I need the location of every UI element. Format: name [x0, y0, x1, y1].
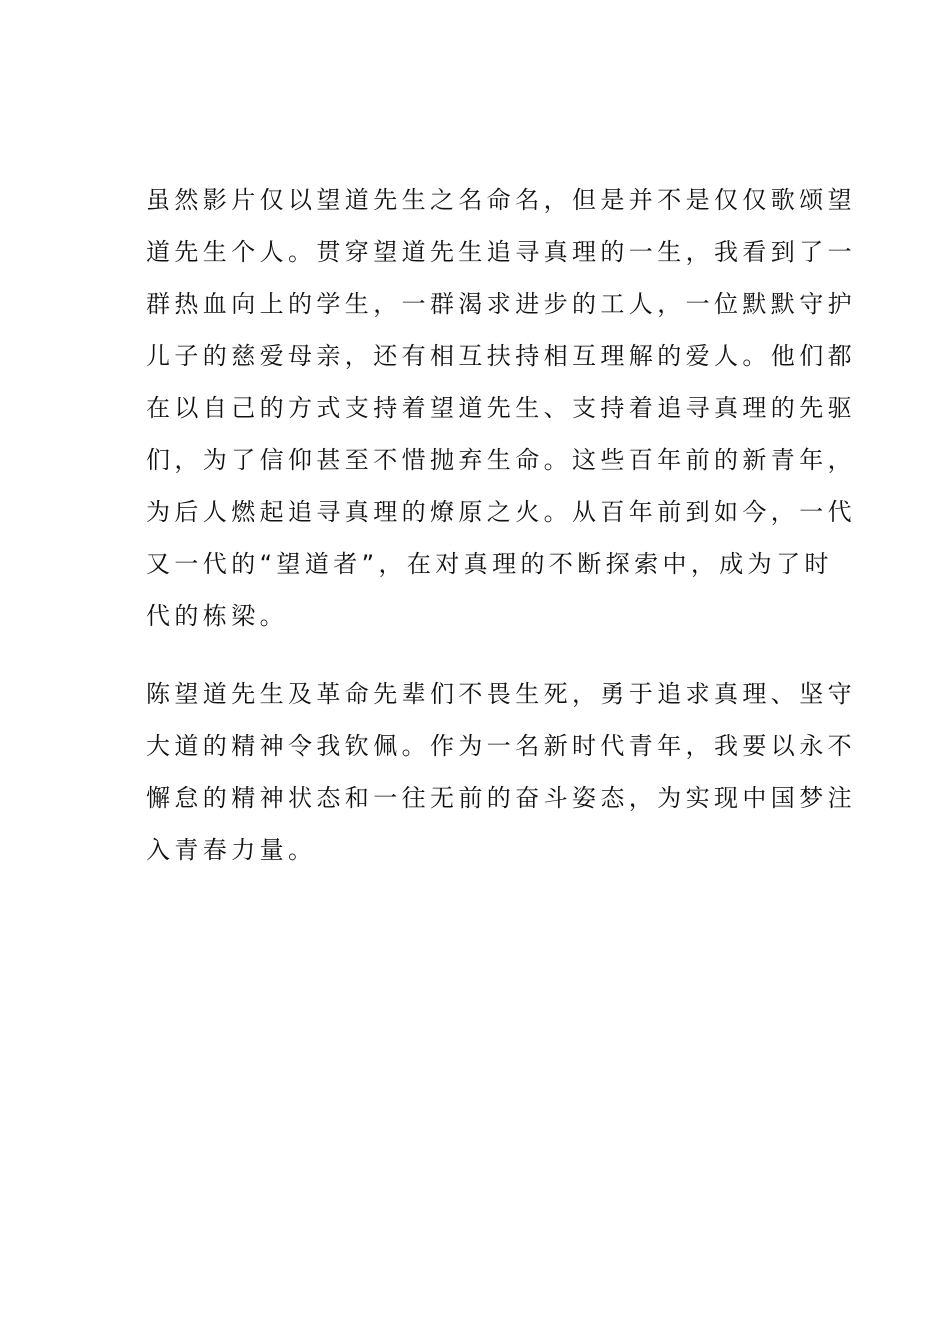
paragraph-line: 入青春力量。	[146, 836, 317, 864]
paragraph-1	[146, 174, 856, 642]
paragraph-line: 群热血向上的学生，一群渴求进步的工人，一位默默守护	[146, 290, 856, 318]
paragraph-line: 虽然影片仅以望道先生之名命名，但是并不是仅仅歌颂望	[146, 186, 856, 214]
paragraph-line: 陈望道先生及革命先辈们不畏生死，勇于追求真理、坚守	[146, 680, 856, 708]
paragraph-line: 懈怠的精神状态和一往无前的奋斗姿态，为实现中国梦注	[146, 784, 856, 812]
paragraph-line: 代的栋梁。	[146, 602, 288, 630]
paragraph-line: 又一代的“望道者”，在对真理的不断探索中，成为了时	[146, 550, 833, 578]
paragraph-line: 道先生个人。贯穿望道先生追寻真理的一生，我看到了一	[146, 238, 856, 266]
paragraph-line: 们，为了信仰甚至不惜抛弃生命。这些百年前的新青年，	[146, 446, 856, 474]
paragraph-line: 在以自己的方式支持着望道先生、支持着追寻真理的先驱	[146, 394, 856, 422]
paragraph-2	[146, 668, 856, 876]
paragraph-line: 为后人燃起追寻真理的燎原之火。从百年前到如今，一代	[146, 498, 856, 526]
paragraph-line: 大道的精神令我钦佩。作为一名新时代青年，我要以永不	[146, 732, 856, 760]
paragraph-line: 儿子的慈爱母亲，还有相互扶持相互理解的爱人。他们都	[146, 342, 856, 370]
